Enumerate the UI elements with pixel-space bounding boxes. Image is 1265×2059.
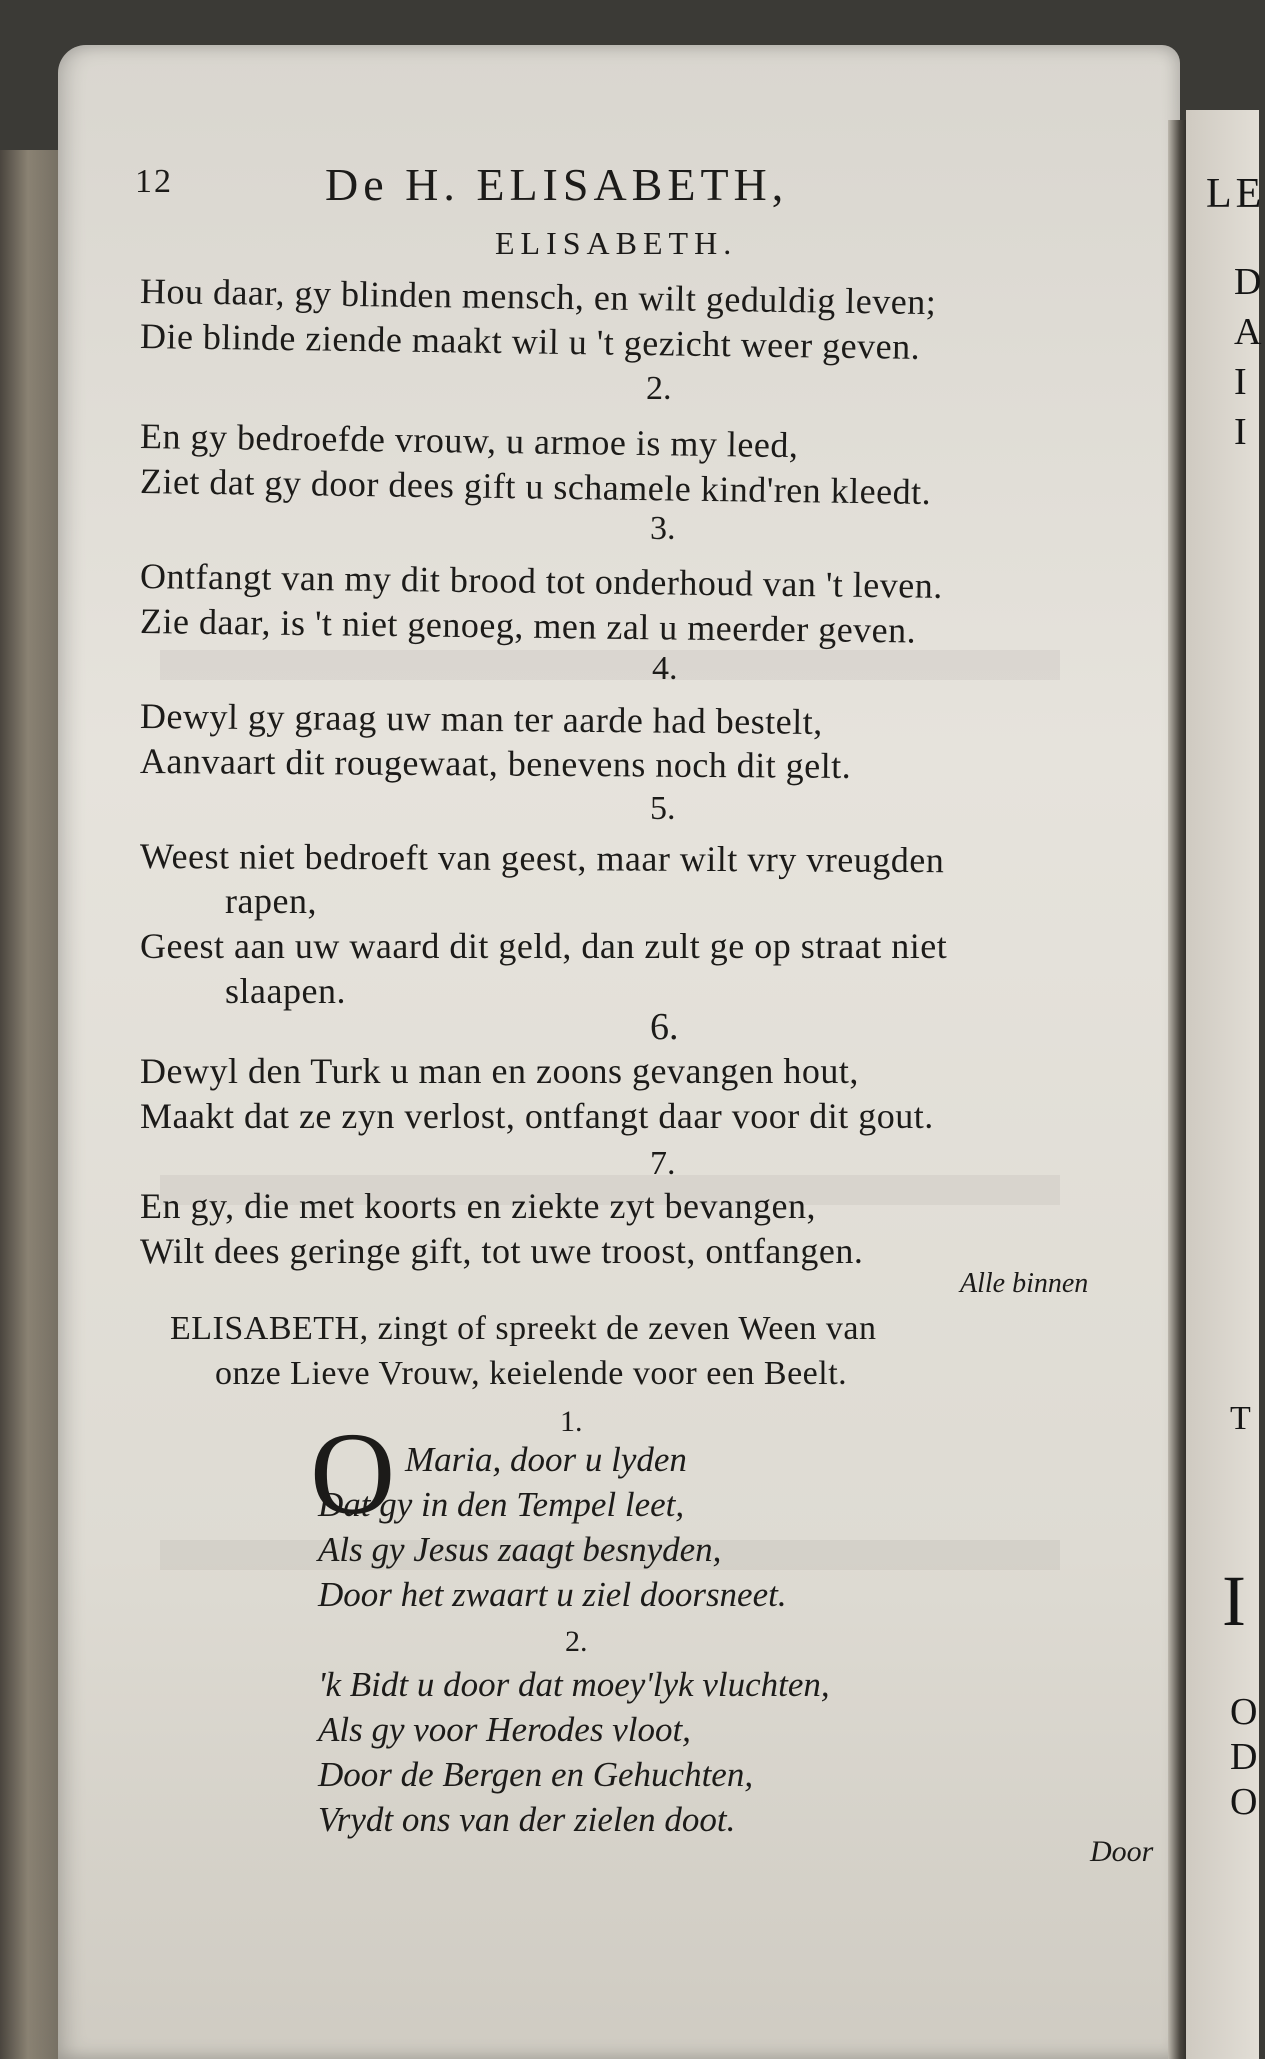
- verse-number: 3.: [650, 510, 676, 547]
- stanza-number: 2.: [565, 1625, 588, 1658]
- verse-line: Aanvaart dit rougewaat, benevens noch dit gelt.: [139, 741, 852, 786]
- speaker-name: ELISABETH.: [495, 225, 738, 261]
- stanza-line: Door de Bergen en Gehuchten,: [318, 1755, 754, 1794]
- verse-line: En gy bedroefde vrouw, u armoe is my leed,: [139, 416, 799, 466]
- verse-number: 6.: [650, 1006, 679, 1048]
- verse-line: Ontfangt van my dit brood tot onderhoud van 't leven.: [139, 556, 944, 606]
- stanza-line: Vrydt ons van der zielen doot.: [318, 1800, 736, 1839]
- right-page-fragment: T: [1230, 1400, 1251, 1437]
- right-page-fragment: I: [1234, 361, 1247, 403]
- right-page-fragment: A: [1234, 311, 1262, 353]
- right-page: [1186, 110, 1265, 2059]
- right-page-fragment: D: [1230, 1736, 1258, 1778]
- stanza-line: 'k Bidt u door dat moey'lyk vluchten,: [318, 1665, 830, 1704]
- stanza-line: Dat gy in den Tempel leet,: [318, 1485, 685, 1524]
- right-page-fragment: D: [1234, 261, 1262, 303]
- running-title: De H. ELISABETH,: [325, 159, 789, 210]
- stanza-line: Door het zwaart u ziel doorsneet.: [318, 1575, 787, 1614]
- verse-number: 7.: [650, 1145, 676, 1182]
- stanza-number: 1.: [560, 1405, 583, 1438]
- verse-number: 4.: [652, 650, 678, 687]
- stanza-line: Als gy voor Herodes vloot,: [318, 1710, 691, 1749]
- stanza-line: Als gy Jesus zaagt besnyden,: [318, 1530, 722, 1569]
- page-number: 12: [135, 163, 173, 200]
- verse-line: Dewyl den Turk u man en zoons gevangen hout,: [140, 1051, 859, 1091]
- verse-line: Weest niet bedroeft van geest, maar wilt vry vreugden: [139, 836, 945, 881]
- verse-line: Zie daar, is 't niet genoeg, men zal u meerder geven.: [139, 601, 917, 651]
- verse-line: Hou daar, gy blinden mensch, en wilt geduldig leven;: [139, 271, 937, 323]
- verse-line: Maakt dat ze zyn verlost, ontfangt daar voor dit gout.: [140, 1096, 934, 1136]
- verse-number: 2.: [646, 370, 672, 407]
- drop-cap: O: [310, 1408, 396, 1539]
- right-page-fragment: LE: [1206, 171, 1265, 217]
- verse-line: Wilt dees geringe gift, tot uwe troost, ontfangen.: [140, 1231, 864, 1271]
- verse-line: slaapen.: [225, 971, 346, 1011]
- verse-line: En gy, die met koorts en ziekte zyt bevangen,: [140, 1186, 816, 1226]
- right-page-fragment: O: [1230, 1691, 1258, 1733]
- verse-number: 5.: [650, 790, 676, 827]
- section-heading: onze Lieve Vrouw, keielende voor een Beelt.: [215, 1355, 848, 1392]
- section-heading: ELISABETH, zingt of spreekt de zeven Ween van: [170, 1310, 877, 1347]
- right-page-fragment: I: [1234, 411, 1247, 453]
- catchword: Door: [1090, 1835, 1154, 1868]
- verse-line: Ziet dat gy door dees gift u schamele kind'ren kleedt.: [139, 461, 932, 513]
- verse-line: rapen,: [225, 881, 317, 921]
- verse-line: Geest aan uw waard dit geld, dan zult ge op straat niet: [140, 926, 948, 966]
- book-gutter: [1168, 120, 1188, 2059]
- verse-line: Dewyl gy graag uw man ter aarde had bestelt,: [139, 696, 823, 742]
- stage-direction: Alle binnen: [960, 1268, 1089, 1299]
- verse-line: Die blinde ziende maakt wil u 't gezicht weer geven.: [139, 316, 921, 367]
- right-page-fragment: I: [1222, 1561, 1246, 1641]
- right-page-fragment: O: [1230, 1781, 1258, 1823]
- show-through-decoration: [160, 650, 1060, 680]
- stanza-line: Maria, door u lyden: [405, 1440, 687, 1479]
